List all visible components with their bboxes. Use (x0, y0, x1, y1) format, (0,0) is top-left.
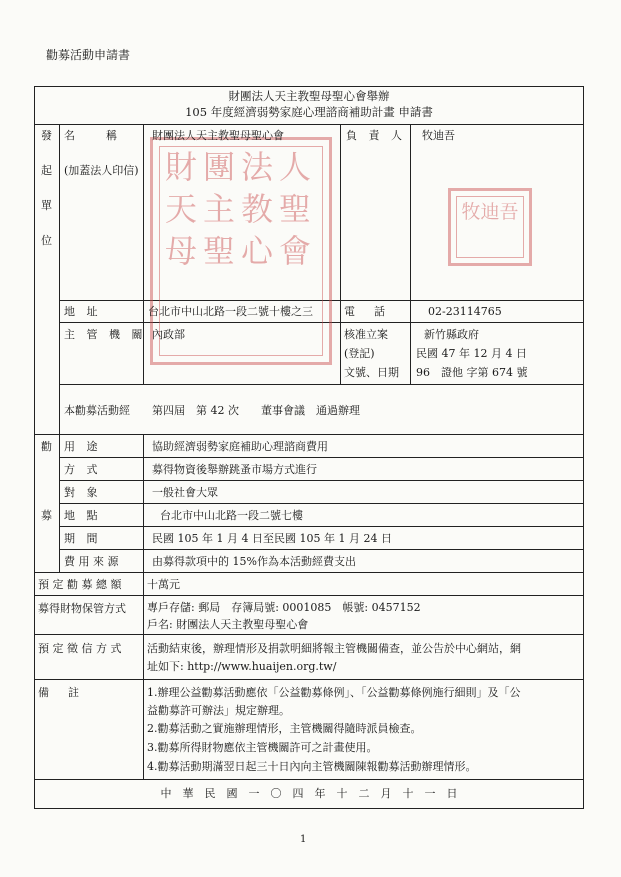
disclosure-label: 預 定 徵 信 方 式 (38, 642, 122, 655)
method-value: 募得物資後舉辦跳蚤市場方式進行 (152, 463, 317, 476)
remark-item-4: 4.勸募活動期滿翌日起三十日內向主管機關陳報勸募活動辦理情形。 (147, 760, 477, 773)
responsible-label: 負 責 人 (346, 129, 406, 142)
custody-line2: 戶名: 財團法人天主教聖母聖心會 (147, 618, 309, 631)
approval-label-1: 核准立案 (344, 328, 388, 341)
authority-label: 主 管 機 關 (64, 328, 147, 341)
location-value: 台北市中山北路一段二號七樓 (160, 509, 303, 522)
address-value: 台北市中山北路一段二號十樓之三 (148, 305, 313, 318)
document-label: 勸募活動申請書 (46, 48, 131, 62)
disclosure-line1: 活動結束後，辦理情形及捐款明細將報主管機關備查，並公告於中心網站，網 (147, 642, 521, 655)
name-note: (加蓋法人印信) (64, 164, 139, 177)
fundraising-section-label-2: 募 (41, 509, 52, 522)
expense-source-label: 費 用 來 源 (64, 555, 119, 568)
audience-value: 一般社會大眾 (152, 486, 218, 499)
board-resolution: 本勸募活動經 第四屆 第 42 次 董事會議 通過辦理 (64, 404, 360, 417)
purpose-value: 協助經濟弱勢家庭補助心理諮商費用 (152, 440, 328, 453)
approval-value-2: 民國 47 年 12 月 4 日 (416, 347, 527, 360)
location-label: 地 點 (64, 509, 102, 522)
target-amount-label: 預 定 勸 募 總 額 (38, 578, 122, 591)
approval-value-3: 96 證他 字第 674 號 (416, 366, 528, 379)
target-amount-value: 十萬元 (147, 578, 180, 591)
applicant-section-label-2: 起 (41, 164, 52, 177)
page-number: 1 (300, 834, 307, 845)
purpose-label: 用 途 (64, 440, 102, 453)
address-label: 地 址 (64, 305, 102, 318)
name-label: 名 稱 (64, 129, 127, 142)
expense-source-value: 由募得款項中的 15%作為本活動經費支出 (152, 555, 356, 568)
phone-value: 02-23114765 (428, 305, 502, 318)
custody-line1: 專戶存儲: 郵局 存簿局號: 0001085 帳號: 0457152 (147, 601, 421, 614)
responsible-value: 牧迪吾 (422, 129, 455, 142)
approval-label-2: (登記) (344, 347, 375, 360)
seal-text: 財團法人天主教聖母聖心會 (164, 148, 317, 270)
organization-name: 財團法人天主教聖母聖心會 (152, 129, 284, 142)
method-label: 方 式 (64, 463, 102, 476)
custody-label: 募得財物保管方式 (38, 602, 126, 615)
form-title-line2: 105 年度經濟弱勢家庭心理諮商補助計畫 申請書 (185, 105, 433, 119)
remark-item-3: 3.勸募所得財物應依主管機關許可之計畫使用。 (147, 741, 378, 754)
approval-label-3: 文號、日期 (344, 366, 399, 379)
applicant-section-label-1: 發 (41, 129, 52, 142)
audience-label: 對 象 (64, 486, 102, 499)
disclosure-line2: 址如下: http://www.huaijen.org.tw/ (147, 660, 337, 673)
applicant-section-label-3: 單 (41, 199, 52, 212)
period-value: 民國 105 年 1 月 4 日至民國 105 年 1 月 24 日 (152, 532, 392, 545)
applicant-section-label-4: 位 (41, 234, 52, 247)
remark-item-1-cont: 益勸募許可辦法」規定辦理。 (147, 704, 290, 717)
phone-label: 電 話 (344, 305, 389, 318)
remark-item-1: 1.辦理公益勸募活動應依「公益勸募條例」、「公益勸募條例施行細則」及「公 (147, 686, 521, 699)
approval-value-1: 新竹縣政府 (424, 328, 479, 341)
period-label: 期 間 (64, 532, 102, 545)
responsible-person-seal (448, 188, 532, 266)
authority-value: 內政部 (152, 328, 185, 341)
application-date: 中 華 民 國 一 〇 四 年 十 二 月 十 一 日 (160, 787, 458, 800)
remarks-label: 備 註 (38, 686, 83, 699)
personal-seal-text: 牧迪吾 (461, 201, 519, 223)
form-title-line1: 財團法人天主教聖母聖心會舉辦 (228, 89, 390, 103)
remark-item-2: 2.勸募活動之實施辦理情形，主管機關得隨時派員檢查。 (147, 722, 422, 735)
fundraising-section-label-1: 勸 (41, 440, 52, 453)
